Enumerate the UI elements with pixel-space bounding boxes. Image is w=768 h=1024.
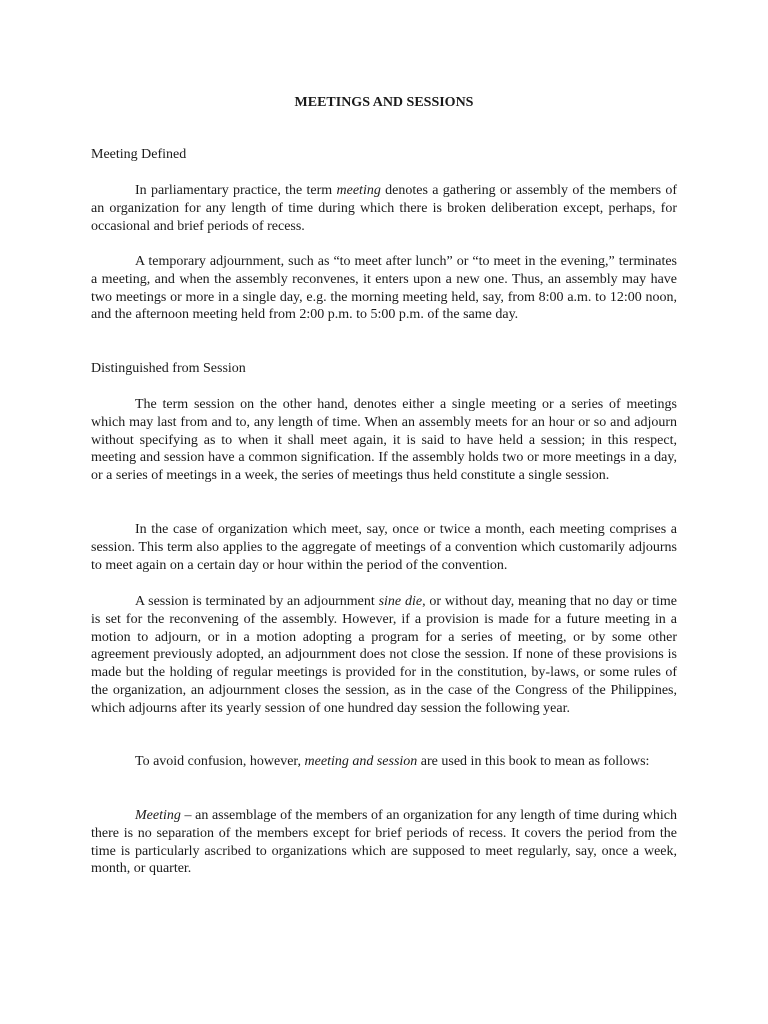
paragraph-meeting-definition-list xyxy=(91,807,677,878)
text-run: In parliamentary practice, the term xyxy=(135,183,337,198)
text-run: , or without day, meaning that no day or time is set for the reconvening of the assembly. However, if a provision is made for a future meeting in a motion to adjourn, or in a motion adopting a program for a series of meeting, or by some other agreement previously adopted, an adjournment does not close the session. If none of these provisions is made but the holding of regular meetings is provided for in the constitution, by-laws, or some rules of the organization, an adjournment closes the session, as in the case of the Congress of the Philippines, which adjourns after its yearly session of one hundred day session the following year. xyxy=(91,594,677,716)
text-run: denotes a gathering or assembly of the members of an organization for any length of time during which there is broken deliberation except, perhaps, for occasional and brief periods of recess. xyxy=(91,183,677,234)
text-run: To avoid confusion, however, xyxy=(135,754,305,769)
paragraph-meeting-definition xyxy=(91,182,677,235)
text-run: A session is terminated by an adjournment xyxy=(135,594,379,609)
paragraph-session-terminated xyxy=(91,593,677,718)
italic-term: Meeting xyxy=(135,808,181,823)
italic-term: meeting and session xyxy=(304,754,418,769)
paragraph-avoid-confusion xyxy=(91,753,677,771)
paragraph-session-term: The term session on the other hand, denotes either a single meeting or a series of meetings which may last from and to, any length of time. When an assembly meets for an hour or so and adjourn without specifying as to when it shall meet again, it is said to have held a session; in this respect, meeting and session have a common signification. If the assembly holds two or more meetings in a day, or a series of meetings in a week, the series of meetings thus held constitute a single session. xyxy=(91,397,677,484)
section-heading-meeting-defined: Meeting Defined xyxy=(91,147,187,162)
italic-term: meeting xyxy=(336,183,381,198)
paragraph-temporary-adjournment: A temporary adjournment, such as “to meet after lunch” or “to meet in the evening,” terminates a meeting, and when the assembly reconvenes, it enters upon a new one. Thus, an assembly may have two meetings or more in a single day, e.g. the morning meeting held, say, from 8:00 a.m. to 12:00 noon, and the afternoon meeting held from 2:00 p.m. to 5:00 p.m. of the same day. xyxy=(91,254,677,323)
paragraph-organization-meetings: In the case of organization which meet, say, once or twice a month, each meeting comprises a session. This term also applies to the aggregate of meetings of a convention which customarily adjourns to meet again on a certain day or hour within the period of the convention. xyxy=(91,522,677,573)
page-title: MEETINGS AND SESSIONS xyxy=(294,95,474,110)
italic-term: sine die xyxy=(378,594,423,609)
text-run: – an assemblage of the members of an organization for any length of time during which there is no separation of the members except for brief periods of recess. It covers the period from the time is particularly ascribed to organizations which are supposed to meet regularly, say, once a week, month, or quarter. xyxy=(91,808,677,877)
text-run: are used in this book to mean as follows: xyxy=(417,754,650,769)
section-heading-distinguished-from-session: Distinguished from Session xyxy=(91,361,246,376)
